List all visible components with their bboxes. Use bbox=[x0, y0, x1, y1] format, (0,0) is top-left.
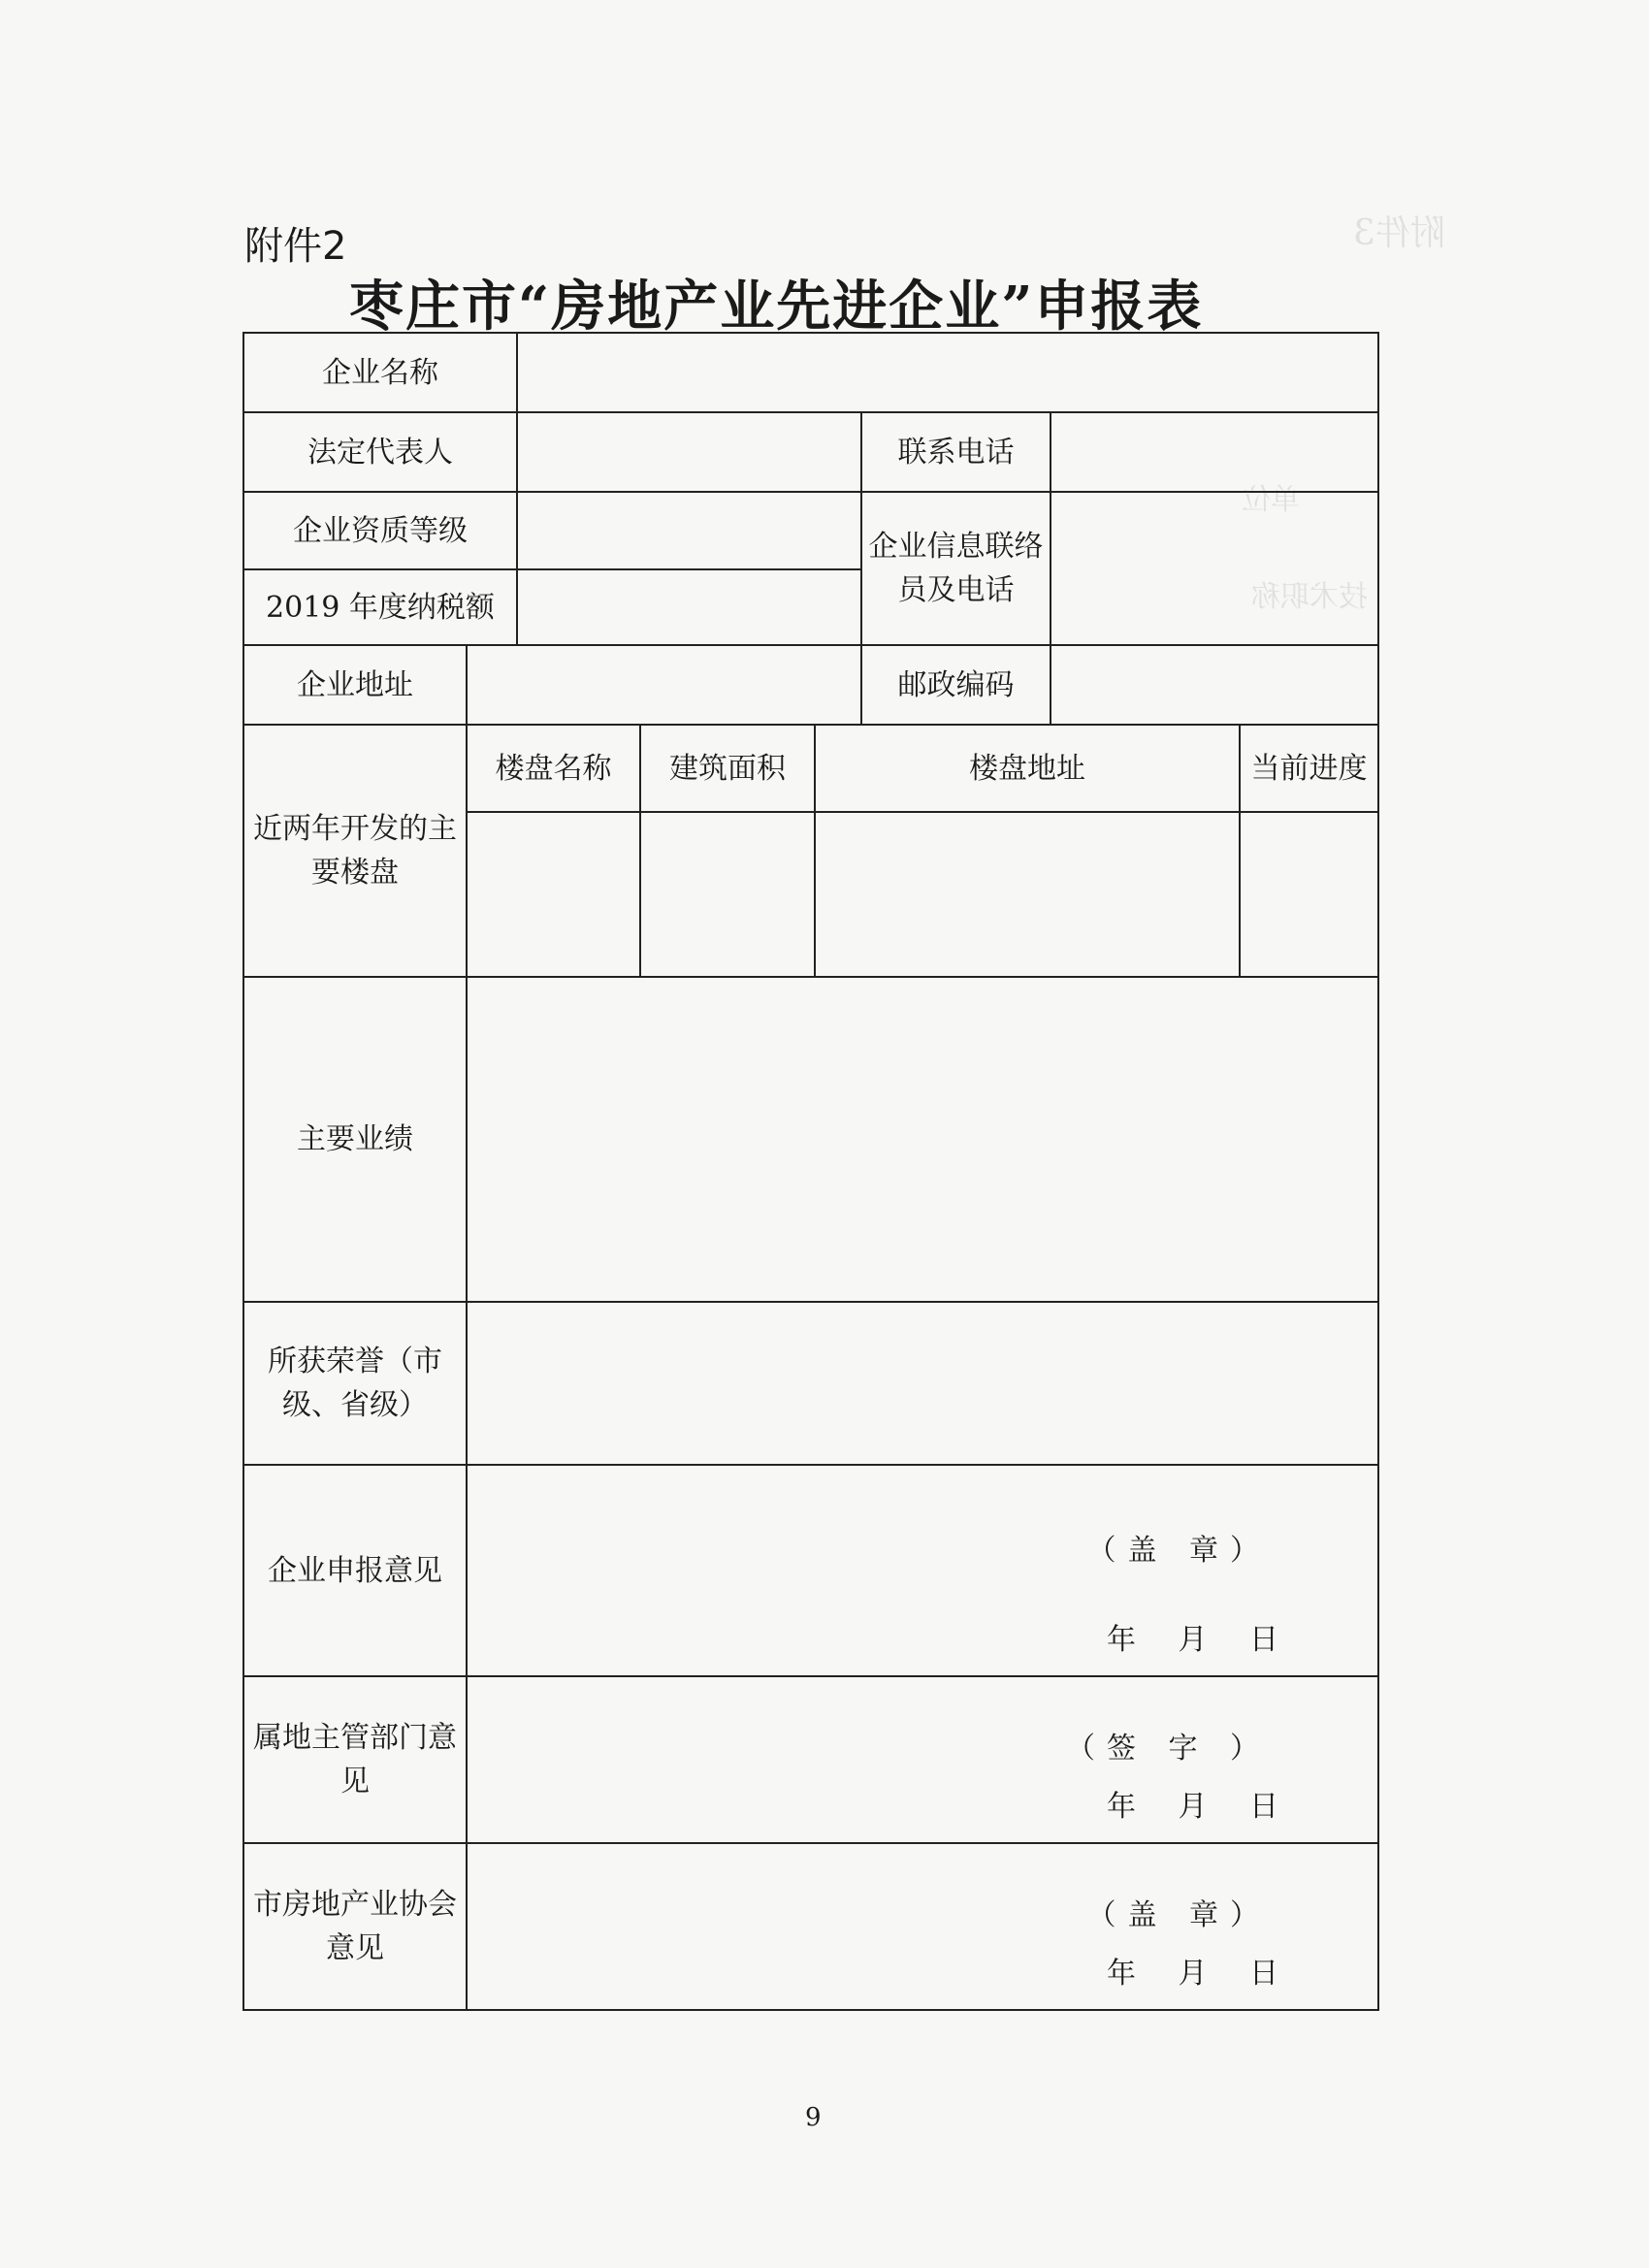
page-number: 9 bbox=[805, 2103, 822, 2132]
bleed-through-mark: 技术职称 bbox=[1251, 580, 1368, 614]
association-field[interactable] bbox=[467, 1843, 1378, 2010]
postcode-label: 邮政编码 bbox=[861, 645, 1051, 725]
tax-label: 2019 年度纳税额 bbox=[243, 569, 517, 645]
application-form-table bbox=[242, 332, 1379, 2011]
postcode-field[interactable] bbox=[1051, 645, 1378, 725]
honors-field[interactable] bbox=[467, 1302, 1378, 1465]
qualification-field[interactable] bbox=[517, 492, 861, 569]
company-name-field[interactable] bbox=[517, 333, 1378, 412]
address-row bbox=[243, 645, 1378, 725]
achievements-field[interactable] bbox=[467, 977, 1378, 1302]
association-label: 市房地产业协会意见 bbox=[243, 1843, 467, 2010]
project-progress-field[interactable] bbox=[1240, 812, 1378, 977]
company-opinion-row bbox=[243, 1465, 1378, 1676]
association-date: 年 月 日 bbox=[1106, 1957, 1281, 1991]
local-dept-field[interactable] bbox=[467, 1676, 1378, 1843]
legal-rep-row bbox=[243, 412, 1378, 492]
company-opinion-label: 企业申报意见 bbox=[243, 1465, 467, 1676]
bleed-through-mark: 附件3 bbox=[1353, 213, 1445, 253]
projects-label: 近两年开发的主要楼盘 bbox=[243, 725, 467, 977]
contact-phone-field[interactable] bbox=[1051, 412, 1378, 492]
projects-header-row bbox=[243, 725, 1378, 812]
page-title: 枣庄市“房地产业先进企业”申报表 bbox=[349, 275, 1204, 339]
local-dept-row bbox=[243, 1676, 1378, 1843]
local-dept-sign-text: （签 字 ） bbox=[1065, 1732, 1272, 1766]
column-header: 楼盘名称 bbox=[467, 725, 640, 812]
company-opinion-date: 年 月 日 bbox=[1106, 1623, 1281, 1657]
project-name-field[interactable] bbox=[467, 812, 640, 977]
qualification-row bbox=[243, 492, 1378, 569]
column-header: 建筑面积 bbox=[640, 725, 815, 812]
address-field[interactable] bbox=[467, 645, 861, 725]
company-seal-text: （盖 章） bbox=[1086, 1533, 1272, 1568]
project-address-field[interactable] bbox=[815, 812, 1240, 977]
column-header: 楼盘地址 bbox=[815, 725, 1240, 812]
association-row bbox=[243, 1843, 1378, 2010]
company-name-label: 企业名称 bbox=[243, 333, 517, 412]
company-opinion-field[interactable] bbox=[467, 1465, 1378, 1676]
legal-rep-field[interactable] bbox=[517, 412, 861, 492]
liaison-label: 企业信息联络员及电话 bbox=[861, 492, 1051, 645]
local-dept-label: 属地主管部门意见 bbox=[243, 1676, 467, 1843]
honors-label: 所获荣誉（市级、省级） bbox=[243, 1302, 467, 1465]
address-label: 企业地址 bbox=[243, 645, 467, 725]
honors-row bbox=[243, 1302, 1378, 1465]
bleed-through-mark: 单位 bbox=[1242, 483, 1300, 517]
tax-field[interactable] bbox=[517, 569, 861, 645]
column-header: 当前进度 bbox=[1240, 725, 1378, 812]
attachment-label: 附件2 bbox=[244, 224, 347, 269]
liaison-field[interactable] bbox=[1051, 492, 1378, 645]
achievements-label: 主要业绩 bbox=[243, 977, 467, 1302]
qualification-label: 企业资质等级 bbox=[243, 492, 517, 569]
legal-rep-label: 法定代表人 bbox=[243, 412, 517, 492]
company-name-row bbox=[243, 333, 1378, 412]
association-seal-text: （盖 章） bbox=[1086, 1898, 1272, 1932]
project-area-field[interactable] bbox=[640, 812, 815, 977]
achievements-row bbox=[243, 977, 1378, 1302]
local-dept-date: 年 月 日 bbox=[1106, 1790, 1281, 1824]
contact-phone-label: 联系电话 bbox=[861, 412, 1051, 492]
